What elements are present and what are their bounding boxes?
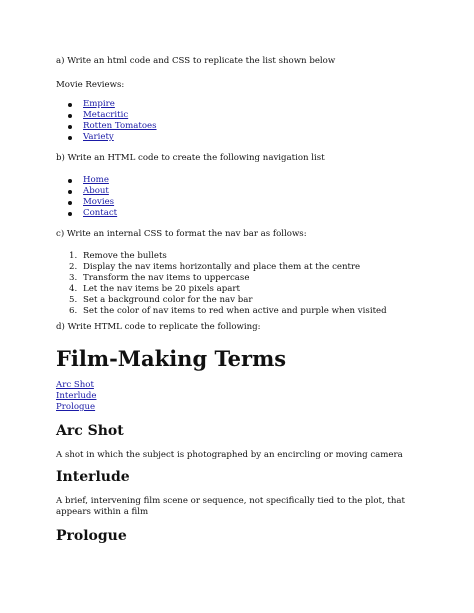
bullet-icon — [68, 114, 72, 118]
link-interlude[interactable]: Interlude — [56, 390, 97, 401]
list-item — [56, 273, 436, 284]
movie-reviews-list — [56, 99, 436, 143]
interlude-body: A brief, intervening film scene or sequence, not specifically tied to the plot, that appears within a film — [56, 496, 405, 517]
bullet-icon — [68, 190, 72, 194]
link-metacritic[interactable]: Metacritic — [83, 109, 129, 120]
list-item — [56, 306, 436, 317]
bullet-icon — [68, 212, 72, 216]
nav-link-contact[interactable]: Contact — [83, 207, 118, 218]
step-number: 5. — [69, 294, 78, 305]
step-text: Set a background color for the nav bar — [83, 294, 253, 305]
list-item — [56, 295, 436, 306]
question-a-prompt: a) Write an html code and CSS to replicate the list shown below — [56, 56, 336, 66]
step-text: Transform the nav items to uppercase — [83, 272, 250, 283]
nav-link-home[interactable]: Home — [83, 175, 109, 185]
navigation-list — [56, 175, 436, 219]
step-number: 4. — [69, 283, 78, 294]
question-c-prompt: c) Write an internal CSS to format the nav bar as follows: — [56, 229, 307, 239]
bullet-icon — [68, 125, 72, 129]
interlude-heading: Interlude — [56, 469, 130, 485]
list-item — [56, 284, 436, 295]
link-variety[interactable]: Variety — [83, 131, 114, 142]
css-steps-list — [56, 251, 436, 316]
step-number: 1. — [69, 251, 78, 261]
link-empire[interactable]: Empire — [83, 99, 115, 109]
list-item — [56, 121, 436, 132]
prologue-heading: Prologue — [56, 528, 127, 544]
arc-shot-heading: Arc Shot — [56, 423, 124, 439]
question-b-prompt: b) Write an HTML code to create the following navigation list — [56, 153, 325, 163]
link-rotten-tomatoes[interactable]: Rotten Tomatoes — [83, 120, 157, 131]
bullet-icon — [68, 103, 72, 107]
movie-reviews-heading: Movie Reviews: — [56, 80, 125, 90]
list-item — [56, 175, 436, 186]
list-item — [56, 110, 436, 121]
step-number: 3. — [69, 272, 78, 283]
film-making-terms-title: Film-Making Terms — [56, 346, 287, 371]
arc-shot-body: A shot in which the subject is photographed by an encircling or moving camera — [56, 450, 403, 460]
step-text: Display the nav items horizontally and place them at the centre — [83, 261, 361, 272]
link-arc-shot[interactable]: Arc Shot — [56, 380, 94, 390]
list-item — [56, 186, 436, 197]
list-item — [56, 251, 436, 262]
step-number: 6. — [69, 305, 78, 316]
bullet-icon — [68, 179, 72, 183]
list-item — [56, 99, 436, 110]
list-item — [56, 132, 436, 143]
step-number: 2. — [69, 261, 78, 272]
list-item — [56, 197, 436, 208]
bullet-icon — [68, 201, 72, 205]
list-item — [56, 208, 436, 219]
step-text: Set the color of nav items to red when active and purple when visited — [83, 305, 387, 316]
link-prologue[interactable]: Prologue — [56, 401, 96, 412]
question-d-prompt: d) Write HTML code to replicate the following: — [56, 322, 261, 332]
step-text: Let the nav items be 20 pixels apart — [83, 283, 240, 294]
terms-link-list — [56, 380, 436, 413]
nav-link-about[interactable]: About — [83, 185, 109, 196]
list-item — [56, 262, 436, 273]
bullet-icon — [68, 136, 72, 140]
step-text: Remove the bullets — [83, 251, 167, 261]
nav-link-movies[interactable]: Movies — [83, 196, 115, 207]
